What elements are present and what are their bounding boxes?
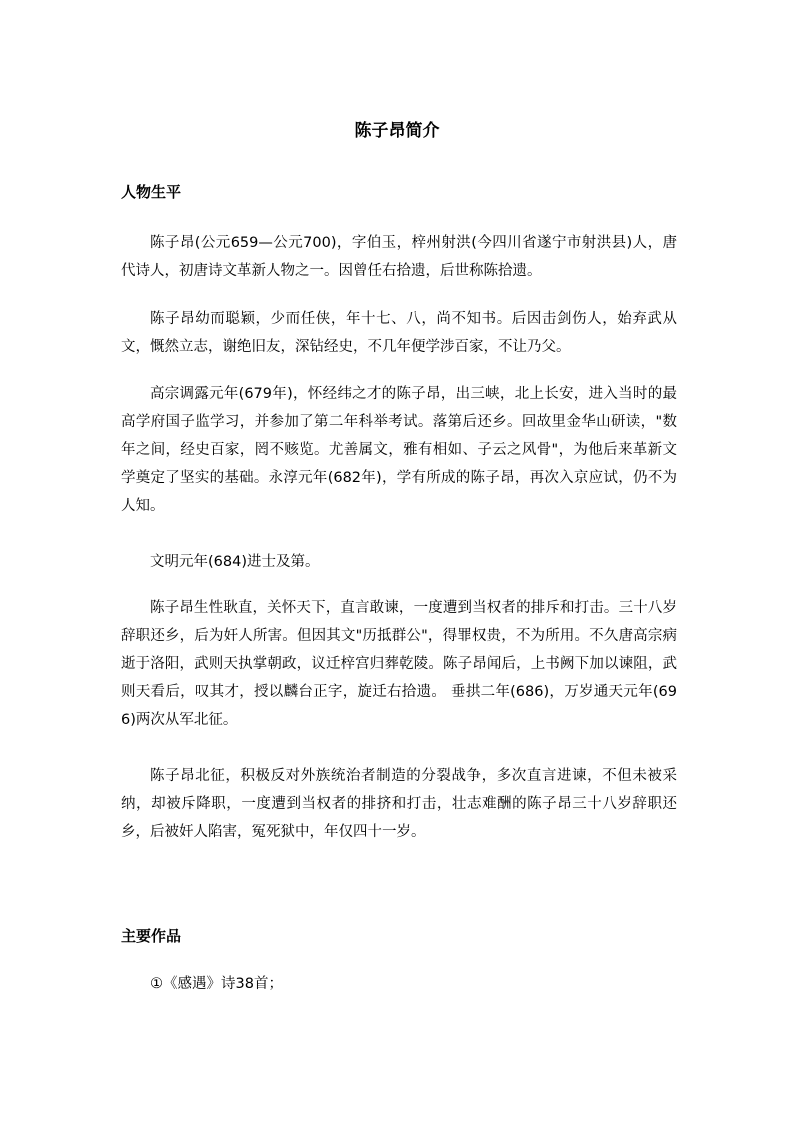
paragraph: 陈子昂生性耿直，关怀天下，直言敢谏，一度遭到当权者的排斥和打击。三十八岁辞职还乡，后为奸人所害。但因其文"历抵群公"，得罪权贵，不为所用。不久唐高宗病逝于洛阳，武则天执掌朝政，议迁梓宫归葬乾陵。陈子昂闻后，上书阙下加以谏阻，武则天看后，叹其才，授以麟台正字，旋迁右拾遗。 垂拱二年(686)，万岁通天元年(696)两次从军北征。 [121, 600, 677, 728]
paragraph: 陈子昂幼而聪颖，少而任侠，年十七、八，尚不知书。后因击剑伤人，始弃武从文，慨然立志，谢绝旧友，深钻经史，不几年便学涉百家，不让乃父。 [121, 311, 677, 355]
paragraph: 高宗调露元年(679年)，怀经纬之才的陈子昂，出三峡，北上长安，进入当时的最高学府国子监学习，并参加了第二年科举考试。落第后还乡。回故里金华山研读，"数年之间，经史百家，罔不赅览。尤善属文，雅有相如、子云之风骨"，为他后来革新文学奠定了坚实的基础。永淳元年(682年)，学有所成的陈子昂，再次入京应试，仍不为人知。 [121, 386, 677, 514]
paragraph: 陈子昂(公元659—公元700)，字伯玉，梓州射洪(今四川省遂宁市射洪县)人，唐代诗人，初唐诗文革新人物之一。因曾任右拾遗，后世称陈拾遗。 [121, 235, 677, 279]
document-title: 陈子昂简介 [354, 121, 440, 141]
list-item: ①《感遇》诗38首； [150, 976, 283, 992]
section-heading-works: 主要作品 [121, 927, 182, 945]
section-heading-biography: 人物生平 [121, 183, 182, 201]
paragraph: 陈子昂北征，积极反对外族统治者制造的分裂战争，多次直言进谏，不但未被采纳，却被斥降职，一度遭到当权者的排挤和打击，壮志难酬的陈子昂三十八岁辞职还乡，后被奸人陷害，冤死狱中，年仅四十一岁。 [121, 768, 677, 840]
paragraph: 文明元年(684)进士及第。 [150, 554, 320, 570]
